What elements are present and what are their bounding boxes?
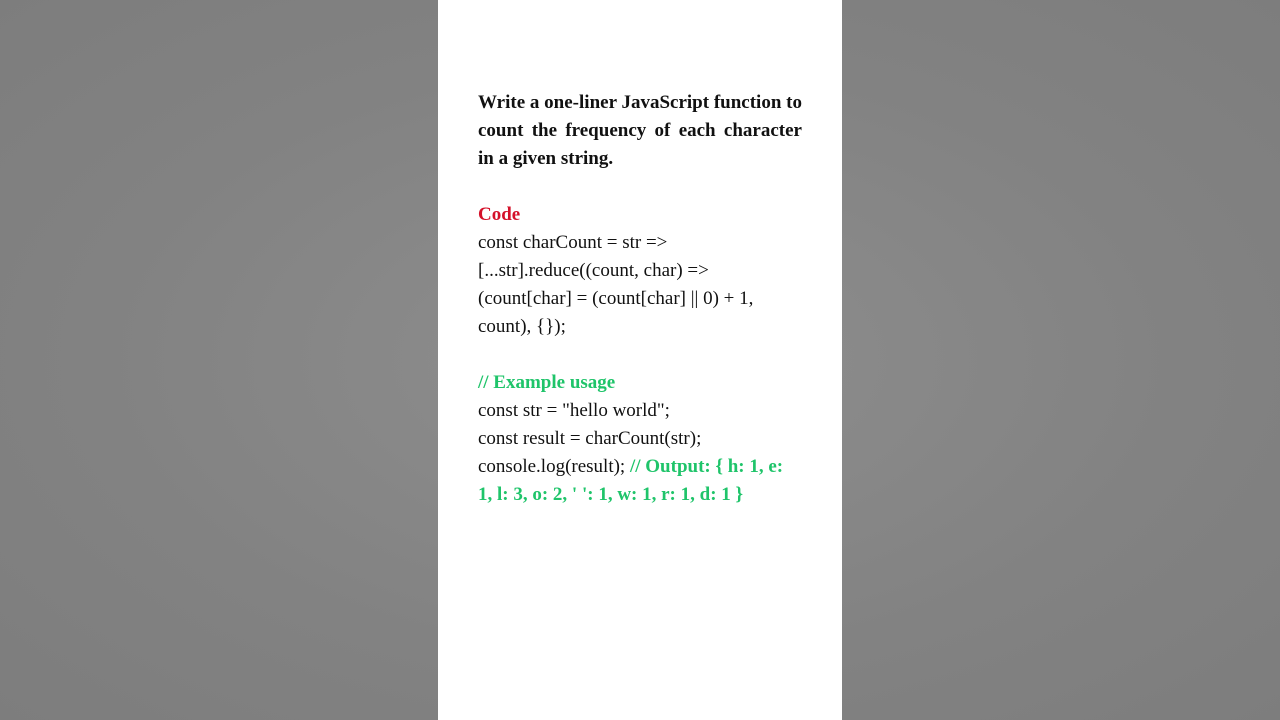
- example-heading: // Example usage: [478, 372, 616, 393]
- example-line: const str = "hello world";: [478, 400, 670, 421]
- question-text: Write a one-liner JavaScript function to count the frequency of each character in a given string.: [478, 92, 802, 169]
- slide-content: [478, 89, 802, 509]
- code-line: (count[char] = (count[char] || 0) + 1,: [478, 288, 754, 309]
- spacer: [478, 173, 802, 201]
- console-code: console.log(result);: [478, 456, 630, 477]
- example-line: const result = charCount(str);: [478, 428, 702, 449]
- spacer: [478, 341, 802, 369]
- slide-card: [438, 0, 842, 720]
- code-line: [...str].reduce((count, char) =>: [478, 260, 709, 281]
- console-line: [478, 453, 802, 509]
- code-line: const charCount = str =>: [478, 232, 668, 253]
- code-line: count), {});: [478, 316, 566, 337]
- code-heading: Code: [478, 204, 521, 225]
- output-comment: // Output: { h: 1, e: 1, l: 3, o: 2, ' ': 1, w: 1, r: 1, d: 1 }: [478, 456, 784, 505]
